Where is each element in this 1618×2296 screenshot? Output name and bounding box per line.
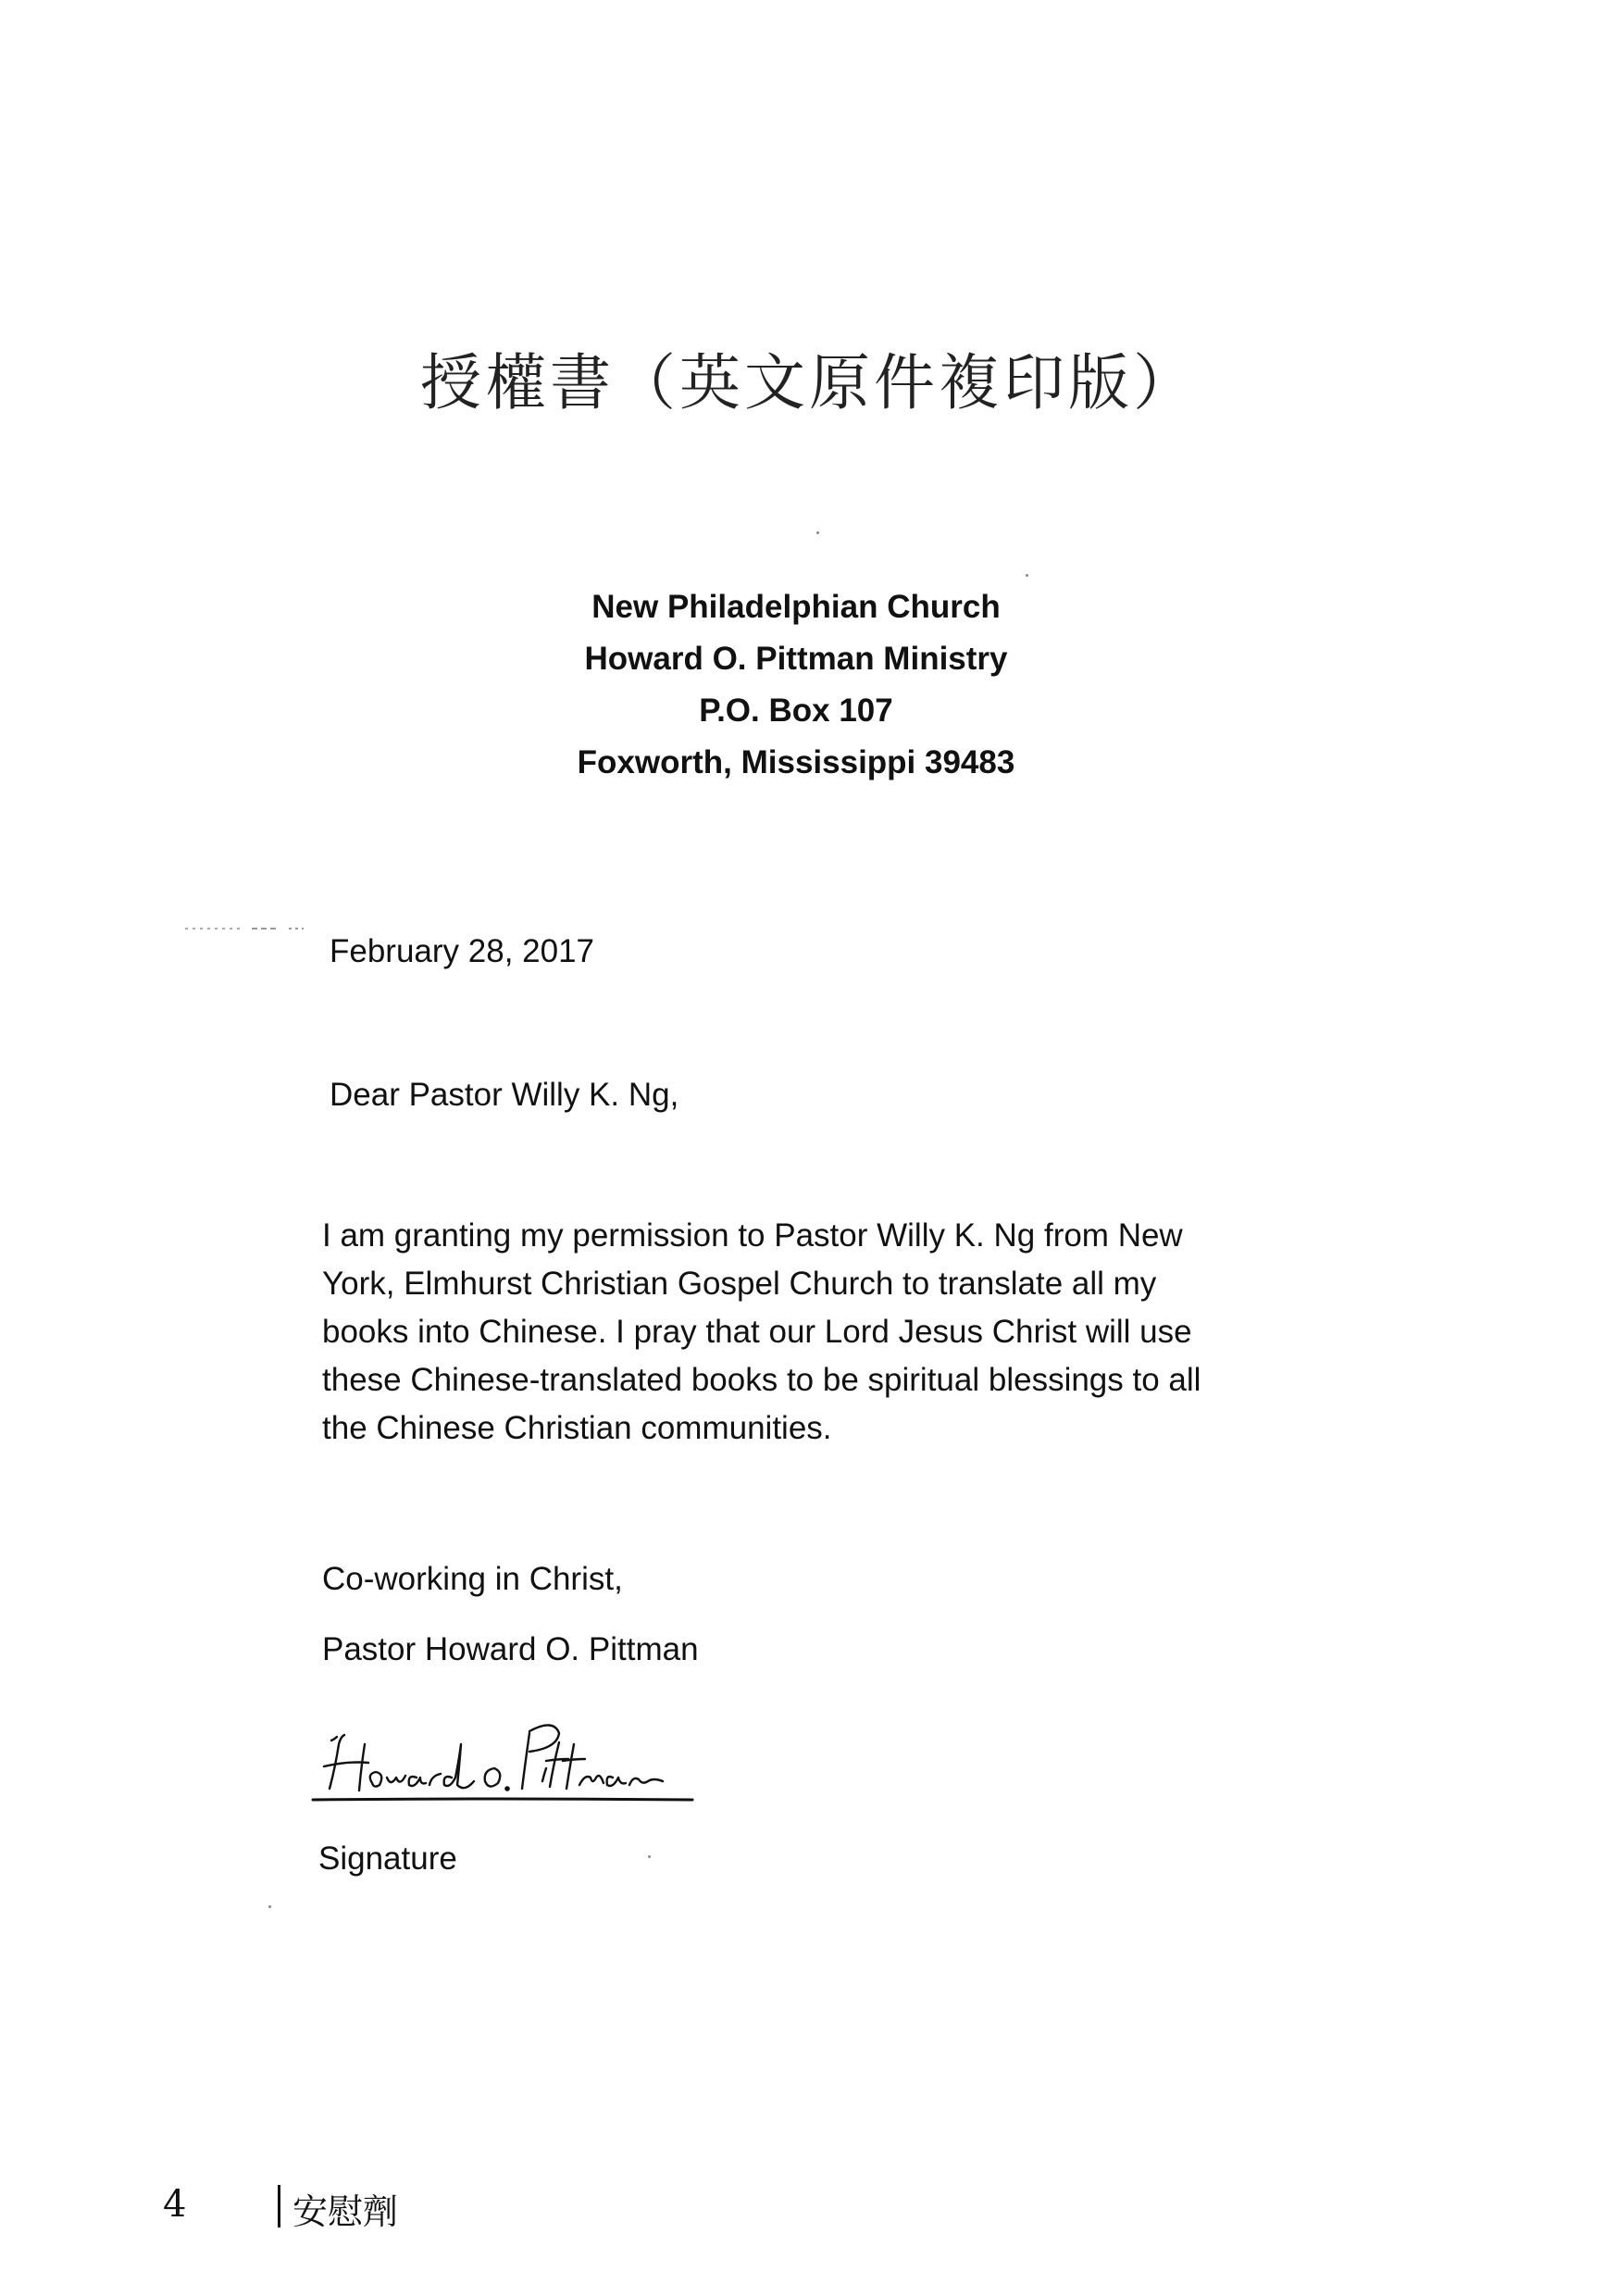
letterhead-ministry-name: Howard O. Pittman Ministry <box>584 641 1008 677</box>
letter-body-paragraph <box>322 1212 1248 1453</box>
paragraph-line: the Chinese Christian communities. <box>322 1410 832 1446</box>
letter-date: February 28, 2017 <box>330 933 595 969</box>
paragraph-line: I am granting my permission to Pastor Willy K. Ng from New <box>322 1217 1183 1254</box>
scan-speck <box>1026 574 1028 577</box>
letterhead-church-name: New Philadelphian Church <box>591 589 1001 625</box>
footer-divider <box>278 2185 280 2227</box>
letter-salutation: Dear Pastor Willy K. Ng, <box>330 1077 679 1113</box>
scan-speck <box>648 1855 651 1858</box>
scan-speck <box>816 531 819 534</box>
paragraph-line: York, Elmhurst Christian Gospel Church to translate all my <box>322 1266 1157 1302</box>
letter-closing: Co-working in Christ, <box>322 1561 623 1597</box>
scan-artifact <box>185 926 305 931</box>
letterhead-po-box: P.O. Box 107 <box>699 693 893 729</box>
paragraph-line: books into Chinese. I pray that our Lord Jesus Christ will use <box>322 1314 1192 1350</box>
letter-signer-name: Pastor Howard O. Pittman <box>322 1631 699 1667</box>
letterhead <box>0 581 1592 789</box>
page-heading: 授權書（英文原件複印版） <box>420 347 1198 418</box>
scan-speck <box>268 1905 271 1908</box>
page-number: 4 <box>163 2183 187 2226</box>
signature-label: Signature <box>318 1841 457 1877</box>
letterhead-city-state: Foxworth, Mississippi 39483 <box>577 744 1015 780</box>
handwritten-signature <box>311 1703 700 1815</box>
paragraph-line: these Chinese-translated books to be spiritual blessings to all <box>322 1362 1201 1398</box>
footer-book-title: 安慰劑 <box>292 2191 399 2232</box>
